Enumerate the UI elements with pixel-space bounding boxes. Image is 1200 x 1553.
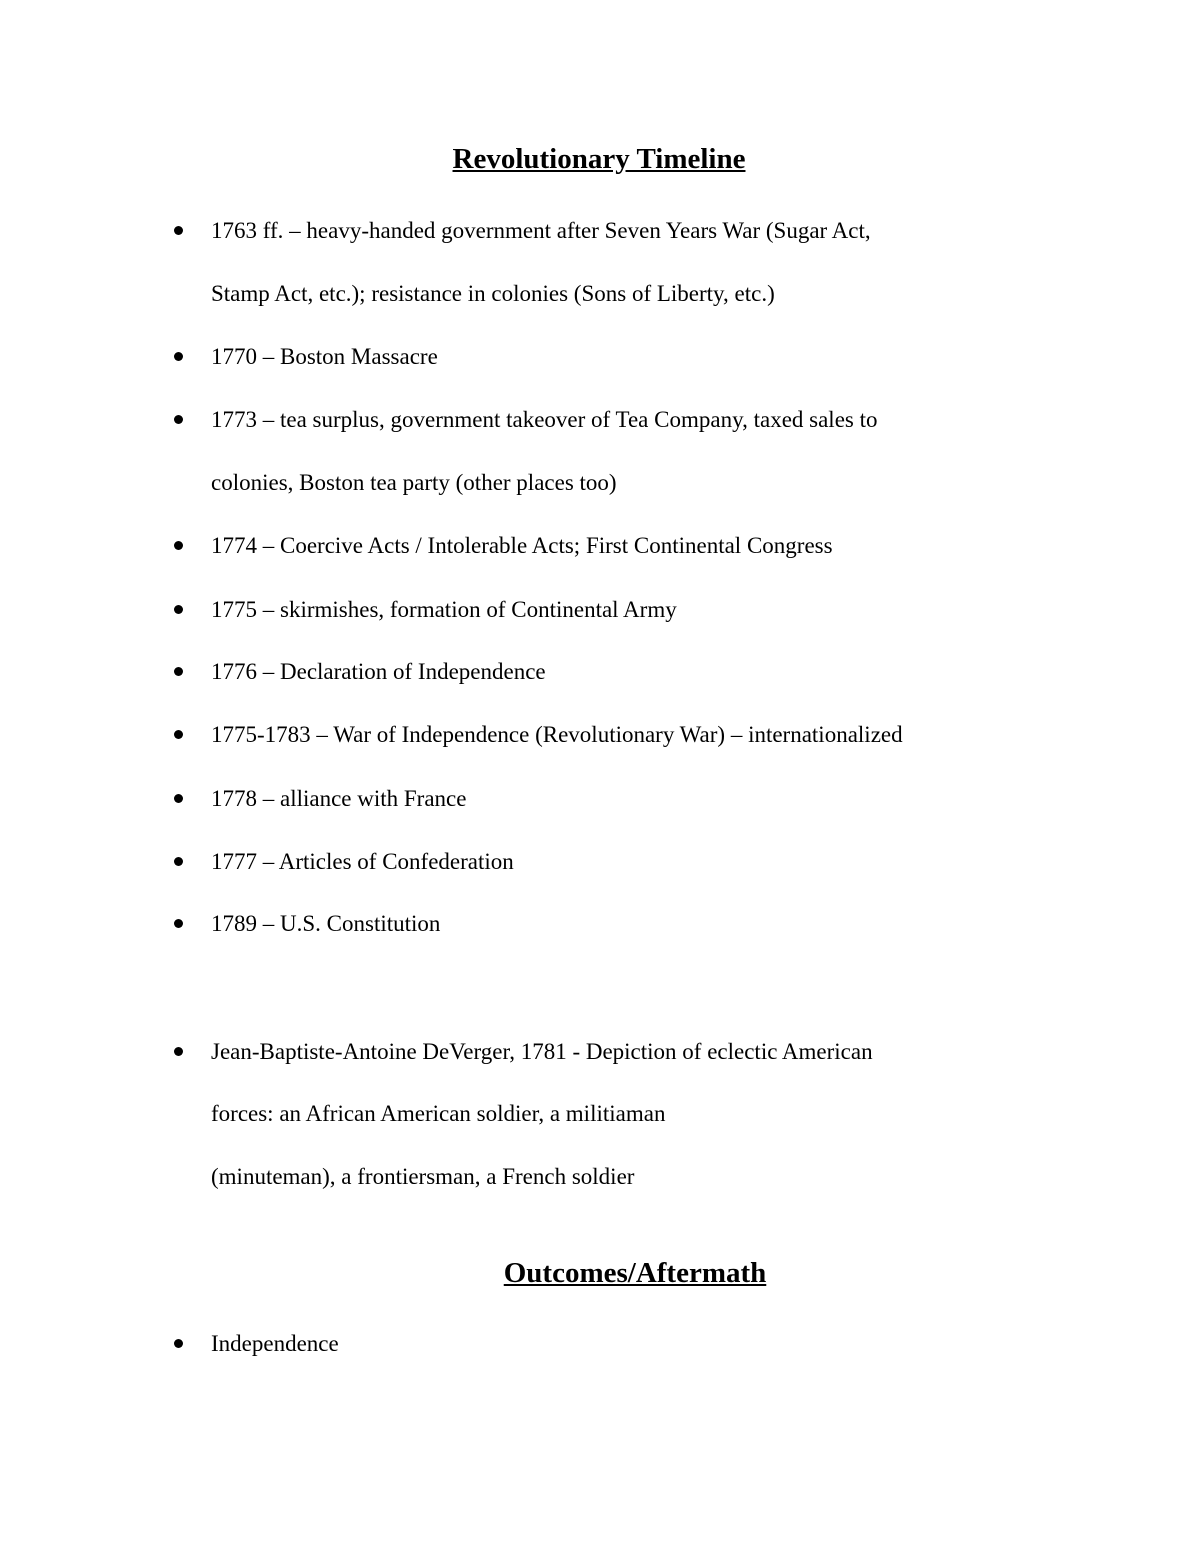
page-title: Revolutionary Timeline xyxy=(452,143,746,175)
list-item-text: 1775 – skirmishes, formation of Continental Army xyxy=(211,597,677,622)
list-item-text: forces: an African American soldier, a militiaman xyxy=(211,1101,666,1126)
bullet-icon xyxy=(174,541,183,550)
bullet-icon xyxy=(174,605,183,614)
list-item-text: 1789 – U.S. Constitution xyxy=(211,911,441,936)
bullet-icon xyxy=(174,794,183,803)
list-item-text: 1774 – Coercive Acts / Intolerable Acts; First Continental Congress xyxy=(211,533,833,558)
list-item-text: colonies, Boston tea party (other places too) xyxy=(211,470,617,495)
list-item-text: 1773 – tea surplus, government takeover of Tea Company, taxed sales to xyxy=(211,407,878,432)
bullet-icon xyxy=(174,667,183,676)
list-item-text: Jean-Baptiste-Antoine DeVerger, 1781 - Depiction of eclectic American xyxy=(211,1039,873,1064)
bullet-icon xyxy=(174,919,183,928)
list-item-text: Stamp Act, etc.); resistance in colonies (Sons of Liberty, etc.) xyxy=(211,281,775,306)
list-item-text: 1777 – Articles of Confederation xyxy=(211,849,514,874)
list-item-text: Independence xyxy=(211,1331,339,1356)
list-item-text: 1763 ff. – heavy-handed government after Seven Years War (Sugar Act, xyxy=(211,218,871,243)
list-item-text: 1778 – alliance with France xyxy=(211,786,467,811)
list-item-text: 1776 – Declaration of Independence xyxy=(211,659,546,684)
bullet-icon xyxy=(174,226,183,235)
bullet-icon xyxy=(174,352,183,361)
bullet-icon xyxy=(174,415,183,424)
list-item-text: (minuteman), a frontiersman, a French soldier xyxy=(211,1164,635,1189)
list-item-text: 1775-1783 – War of Independence (Revolutionary War) – internationalized xyxy=(211,722,903,747)
list-item-text: 1770 – Boston Massacre xyxy=(211,344,438,369)
bullet-icon xyxy=(174,1047,183,1056)
bullet-icon xyxy=(174,1339,183,1348)
bullet-icon xyxy=(174,857,183,866)
section-title: Outcomes/Aftermath xyxy=(503,1257,767,1289)
bullet-icon xyxy=(174,730,183,739)
